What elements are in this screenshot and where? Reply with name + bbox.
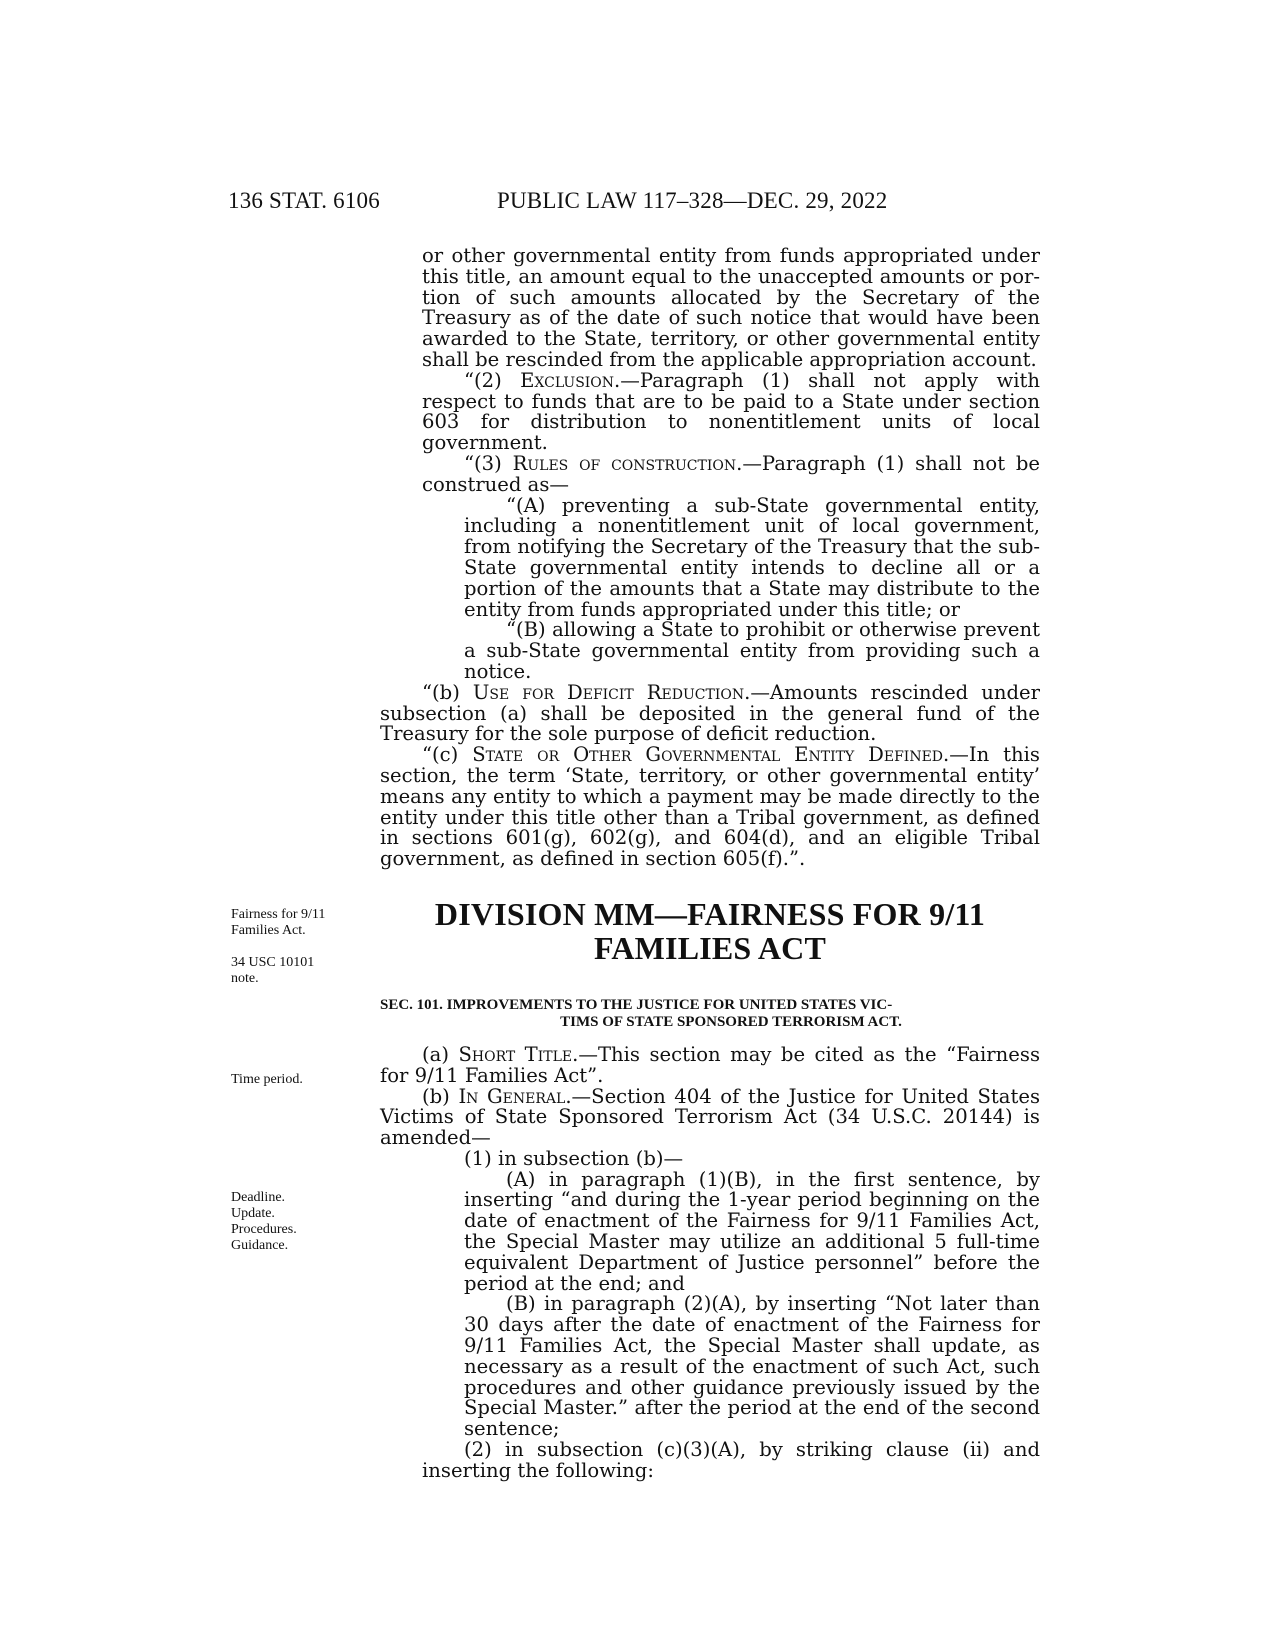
subsection-b-deficit-reduction [380,680,1040,746]
page-header [0,188,1275,218]
section-heading-line: SEC. 101. IMPROVEMENTS TO THE JUSTICE FOR UNITED STATES VIC- [380,996,893,1013]
paragraph-heading: Exclusion [520,368,615,392]
paragraph-exclusion [380,368,1040,455]
paragraph-text: .—Paragraph (1) shall not apply with respect to funds that are to be paid to a State under section 603 for distribution to nonentitlement units of local government. [422,368,1040,455]
paragraph-continuation: or other governmental entity from funds appropriated under this title, an amount equal to the unaccepted amounts or portion of such amounts allocated by the Secretary of the Treasury as of the date of such notice that would have been awarded to the State, territory, or other governmental entity shall be rescinded from the applicable appropriation account. [422,244,1040,371]
document-body [380,246,1040,1482]
paragraph-number: “(b) [422,680,473,704]
division-title-line: DIVISION MM—FAIRNESS FOR 9/11 [434,895,986,932]
paragraph-heading: Short Title [458,1042,573,1066]
margin-note-line: Deadline. [231,1190,286,1205]
margin-note-line: Guidance. [231,1238,289,1253]
paragraph-text: .—This section may be cited as the “Fairness for 9/11 Families Act”. [380,1042,1040,1087]
paragraph-text: .—Section 404 of the Justice for United States Victims of State Sponsored Terrorism Act (34 U.S.C. 20144) is amended— [380,1084,1040,1150]
subparagraph-A: “(A) preventing a sub-State governmental entity, including a nonentitlement unit of local government, from notifying the Secretary of the Treasury that the sub-State governmental entity intends to decline all or a portion of the amounts that a State may distribute to the entity from funds appropriated under this title; or [464,493,1040,621]
margin-note-line: note. [231,971,259,986]
paragraph-heading: Rules of construction [512,451,737,475]
paragraph-heading: Use for Deficit Reduction [472,680,745,704]
paragraph-number: “(2) [464,368,521,392]
stat-page-number: 136 STAT. 6106 [228,188,380,213]
margin-note-fairness [231,907,361,939]
paragraph-text: .—Paragraph (1) shall not be construed as— [422,451,1041,496]
section-heading [380,997,1040,1031]
subsection-c-entity-defined [380,745,1040,870]
paragraph-number: (a) [422,1042,459,1066]
subparagraph-1B: (B) in paragraph (2)(A), by inserting “Not later than 30 days after the date of enactment of the Fairness for 9/11 Families Act, the Special Master shall update, as necessary as a result of the enactment of such Act, such procedures and other guidance previously issued by the Special Master.” after the period at the end of the second sentence; [464,1292,1040,1441]
margin-note-line: Update. [231,1206,275,1221]
paragraph-1-subsection-b: (1) in subsection (b)— [464,1146,684,1170]
subsection-b-in-general [380,1084,1040,1150]
subsection-a-short-title [380,1042,1040,1087]
paragraph-text: .—In this section, the term ‘State, territory, or other governmental entity’ means any entity to which a payment may be made directly to the entity under this title other than a Tribal government, as defined in sections 601(g), 602(g), and 604(d), and an eligible Tribal government, as defined in section 605(f).”. [380,743,1040,871]
margin-note-line: Fairness for 9/11 [231,907,326,922]
subparagraph-B: “(B) allowing a State to prohibit or otherwise prevent a sub-State governmental entity from providing such a notice. [464,618,1040,683]
margin-note-usc [231,955,361,987]
section-heading-line: TIMS OF STATE SPONSORED TERRORISM ACT. [560,1013,902,1030]
paragraph-text: .—Amounts rescinded under subsection (a) shall be deposited in the general fund of the Treasury for the sole purpose of deficit reduction. [380,680,1040,746]
division-title-line: FAMILIES ACT [593,929,827,966]
margin-note-line: Families Act. [231,923,306,938]
margin-note-time-period [231,1072,361,1088]
paragraph-heading: State or Other Governmental Entity Defined [472,743,944,767]
public-law-citation: PUBLIC LAW 117–328—DEC. 29, 2022 [497,188,888,213]
margin-note-line: Procedures. [231,1222,297,1237]
paragraph-rules-of-construction [380,451,1041,496]
margin-note-line: Time period. [231,1072,303,1087]
paragraph-2-subsection-c: (2) in subsection (c)(3)(A), by striking clause (ii) and inserting the following: [422,1438,1040,1482]
paragraph-number: “(c) [422,743,473,767]
subparagraph-1A: (A) in paragraph (1)(B), in the first sentence, by inserting “and during the 1-year period beginning on the date of enactment of the Fairness for 9/11 Families Act, the Special Master may utilize an additional 5 full-time equivalent Department of Justice personnel” before the period at the end; and [464,1167,1040,1295]
margin-note-line: 34 USC 10101 [231,955,315,970]
margin-note-deadline [231,1190,361,1254]
paragraph-number: “(3) [464,451,513,475]
division-title [380,897,1040,965]
paragraph-heading: In General [458,1084,566,1108]
paragraph-number: (b) [422,1084,459,1108]
